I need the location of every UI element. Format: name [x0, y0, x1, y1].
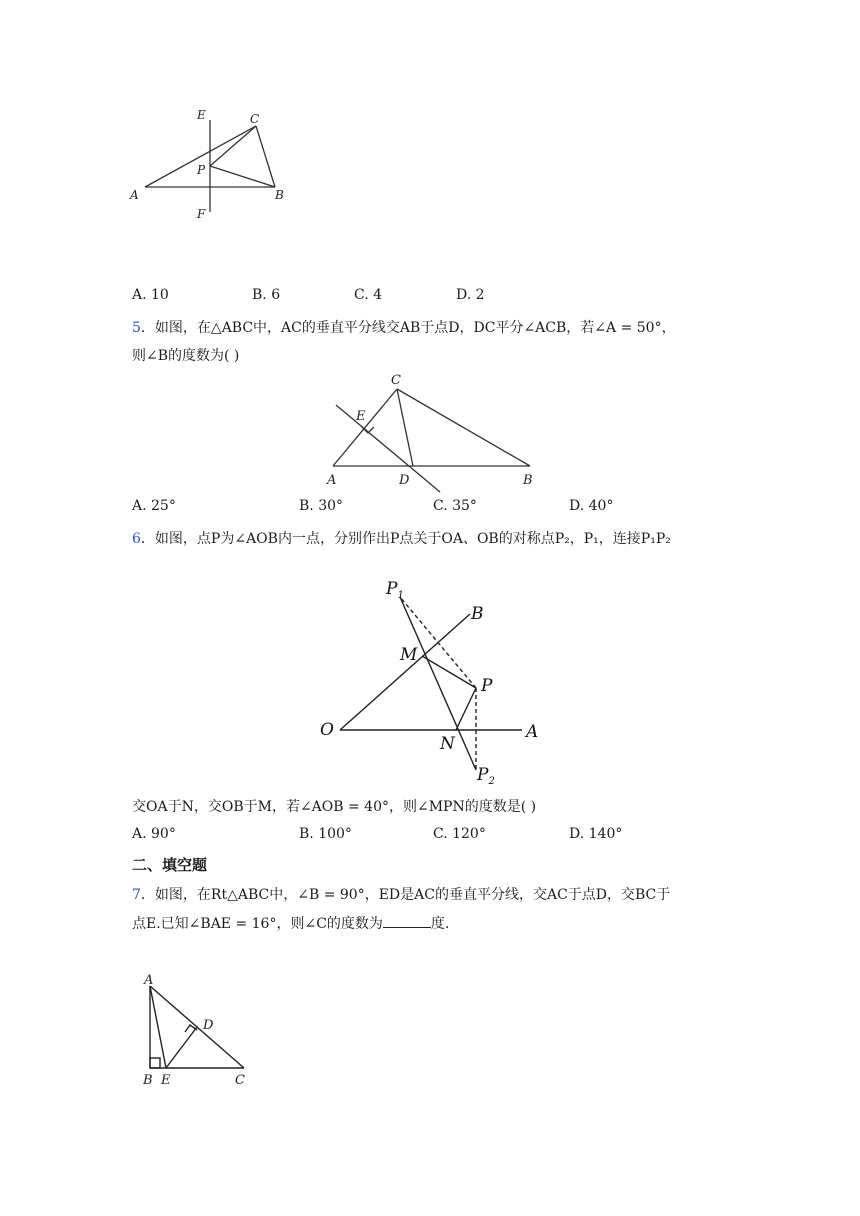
q6-option-a[interactable]: A. 90° [132, 826, 176, 842]
figure-q5 [0, 360, 860, 495]
label-p1: $P_1$ [386, 579, 404, 601]
q5-text-line1 [132, 317, 676, 337]
figure-q7 [0, 970, 860, 1100]
label-f: F [197, 207, 206, 221]
segment-cd [397, 389, 413, 466]
q6-option-c[interactable]: C. 120° [433, 826, 486, 842]
q7-text-line2 [132, 913, 449, 933]
segment-p1p2 [400, 597, 476, 770]
q4-option-c[interactable]: C. 4 [354, 287, 383, 303]
label-c: C [250, 112, 260, 126]
label-a: A [526, 722, 539, 742]
q6-text-line1 [132, 528, 671, 548]
label-o: O [320, 720, 334, 740]
label-p: P [197, 163, 206, 177]
q5-option-a[interactable]: A. 25° [132, 498, 176, 514]
label-n: N [440, 734, 455, 754]
figure-q6 [0, 570, 860, 790]
label-c: C [235, 1073, 245, 1088]
label-b: B [523, 473, 533, 488]
q5-option-d[interactable]: D. 40° [569, 498, 614, 514]
label-b: B [471, 604, 484, 624]
label-b: B [143, 1073, 153, 1088]
q7-number: 7 [132, 887, 141, 903]
q5-option-c[interactable]: C. 35° [433, 498, 477, 514]
label-d: D [399, 473, 410, 488]
q4-option-a[interactable]: A. 10 [132, 287, 169, 303]
segment-pb [210, 166, 275, 187]
q7-stem-end: 度. [430, 916, 450, 932]
label-e: E [356, 409, 366, 424]
label-p2: $P_2$ [477, 765, 495, 787]
perpendicular-bisector [336, 405, 440, 492]
label-d: D [203, 1018, 214, 1033]
q7-text-line1 [132, 884, 670, 904]
q6-text-line2: 交OA于N，交OB于M，若∠AOB = 40°，则∠MPN的度数是( ) [132, 799, 537, 815]
q6-stem: ．如图，点P为∠AOB内一点，分别作出P点关于OA、OB的对称点P₂，P₁，连接P₁P₂ [140, 531, 671, 547]
q6-number: 6 [132, 531, 141, 547]
label-a: A [130, 188, 139, 202]
label-b: B [275, 188, 284, 202]
label-c: C [391, 373, 401, 388]
q6-option-d[interactable]: D. 140° [569, 826, 623, 842]
segment-pm [422, 656, 476, 688]
label-p: P [481, 676, 493, 696]
label-m: M [400, 645, 418, 665]
answer-blank[interactable] [383, 915, 431, 928]
q5-number: 5 [132, 320, 141, 336]
q5-option-b[interactable]: B. 30° [299, 498, 344, 514]
q6-option-b[interactable]: B. 100° [299, 826, 352, 842]
segment-ed [166, 1027, 197, 1068]
segment-pc [210, 126, 256, 166]
q4-option-d[interactable]: D. 2 [456, 287, 485, 303]
q5-text-line2: 则∠B的度数为( ) [132, 348, 240, 364]
segment-pn [456, 688, 476, 730]
label-a: A [327, 473, 337, 488]
q5-stem: ．如图，在△ABC中，AC的垂直平分线交AB于点D，DC平分∠ACB，若∠A = 50°， [140, 320, 676, 336]
figure-q4 [0, 0, 860, 260]
right-angle-mark-b [150, 1058, 160, 1068]
label-e: E [161, 1073, 171, 1088]
q7-stem-part: 点E.已知∠BAE = 16°，则∠C的度数为 [132, 916, 383, 932]
q4-option-b[interactable]: B. 6 [252, 287, 281, 303]
section-heading-fill-in: 二、填空题 [132, 856, 208, 874]
label-a: A [144, 973, 154, 988]
right-angle-mark [362, 427, 374, 433]
segment-cb [256, 126, 275, 187]
segment-ac [333, 389, 397, 466]
label-e: E [197, 108, 206, 122]
segment-cb [397, 389, 530, 466]
segment-ac [145, 126, 256, 187]
q7-stem: ．如图，在Rt△ABC中，∠B = 90°，ED是AC的垂直平分线，交AC于点D，交BC于 [140, 887, 671, 903]
dashed-pp1 [400, 597, 476, 688]
